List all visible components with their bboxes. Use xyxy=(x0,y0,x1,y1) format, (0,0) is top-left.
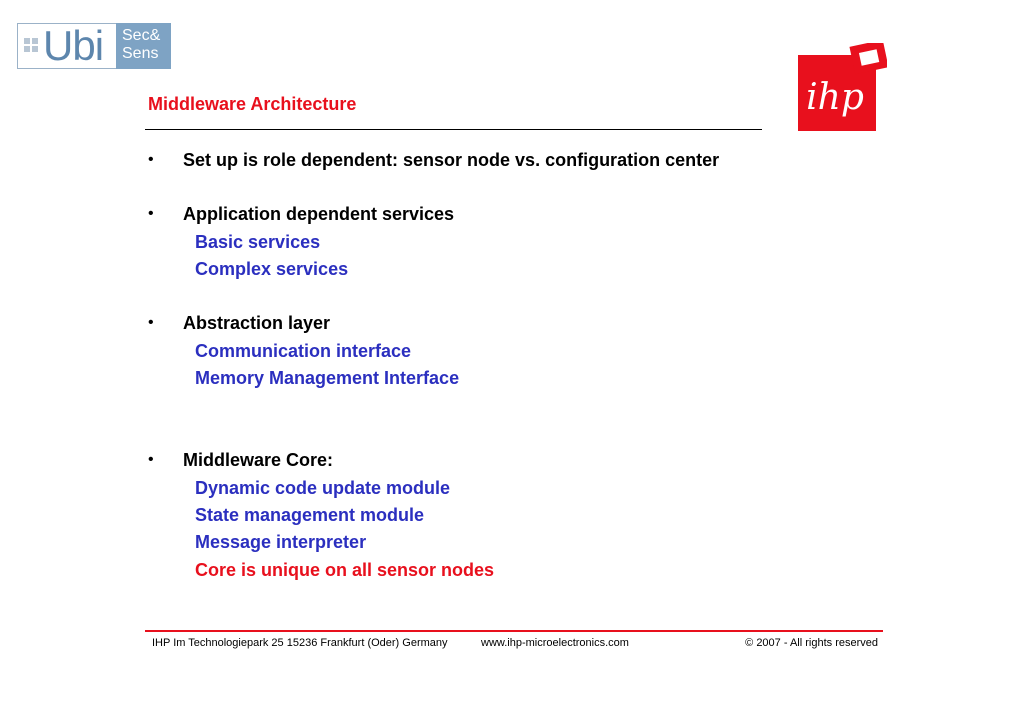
bullet-3-text: Abstraction layer xyxy=(183,313,331,333)
ihp-logo xyxy=(797,43,887,133)
footer-address: IHP Im Technologiepark 25 15236 Frankfurt (Oder) Germany xyxy=(152,637,448,649)
bullet-2-marker: • xyxy=(148,205,154,222)
bullet-4-text: Middleware Core: xyxy=(183,450,334,470)
ihp-logo-text: ihp xyxy=(806,77,864,118)
slide-title: Middleware Architecture xyxy=(148,94,357,114)
logo-box xyxy=(116,23,171,69)
bullet-4-sub-3: Message interpreter xyxy=(195,532,367,552)
footer-website[interactable]: www.ihp-microelectronics.com xyxy=(481,637,629,649)
bullet-2-sub-1: Basic services xyxy=(195,232,321,252)
bullet-4-marker: • xyxy=(148,451,154,468)
bullet-2-sub-2: Complex services xyxy=(195,259,349,279)
ubisecsens-logo xyxy=(17,23,171,69)
bullet-2-text: Application dependent services xyxy=(183,204,455,224)
bullet-4-sub-1: Dynamic code update module xyxy=(195,478,451,498)
logo-dots-icon xyxy=(24,38,40,56)
bullet-4-sub-4: Core is unique on all sensor nodes xyxy=(195,560,495,580)
bullet-3-marker: • xyxy=(148,314,154,331)
bullet-4-sub-2: State management module xyxy=(195,505,425,525)
logo-box-line2: Sens xyxy=(122,45,159,62)
bullet-3-sub-2: Memory Management Interface xyxy=(195,368,460,388)
footer-divider xyxy=(145,630,883,632)
logo-box-line1: Sec& xyxy=(122,27,161,44)
bullet-3-sub-1: Communication interface xyxy=(195,341,412,361)
bullet-1-marker: • xyxy=(148,151,154,168)
bullet-1-text: Set up is role dependent: sensor node vs. configuration center xyxy=(183,150,720,170)
footer-copyright: © 2007 - All rights reserved xyxy=(745,637,878,649)
logo-word: Ubi xyxy=(43,22,104,69)
title-divider xyxy=(145,129,762,130)
